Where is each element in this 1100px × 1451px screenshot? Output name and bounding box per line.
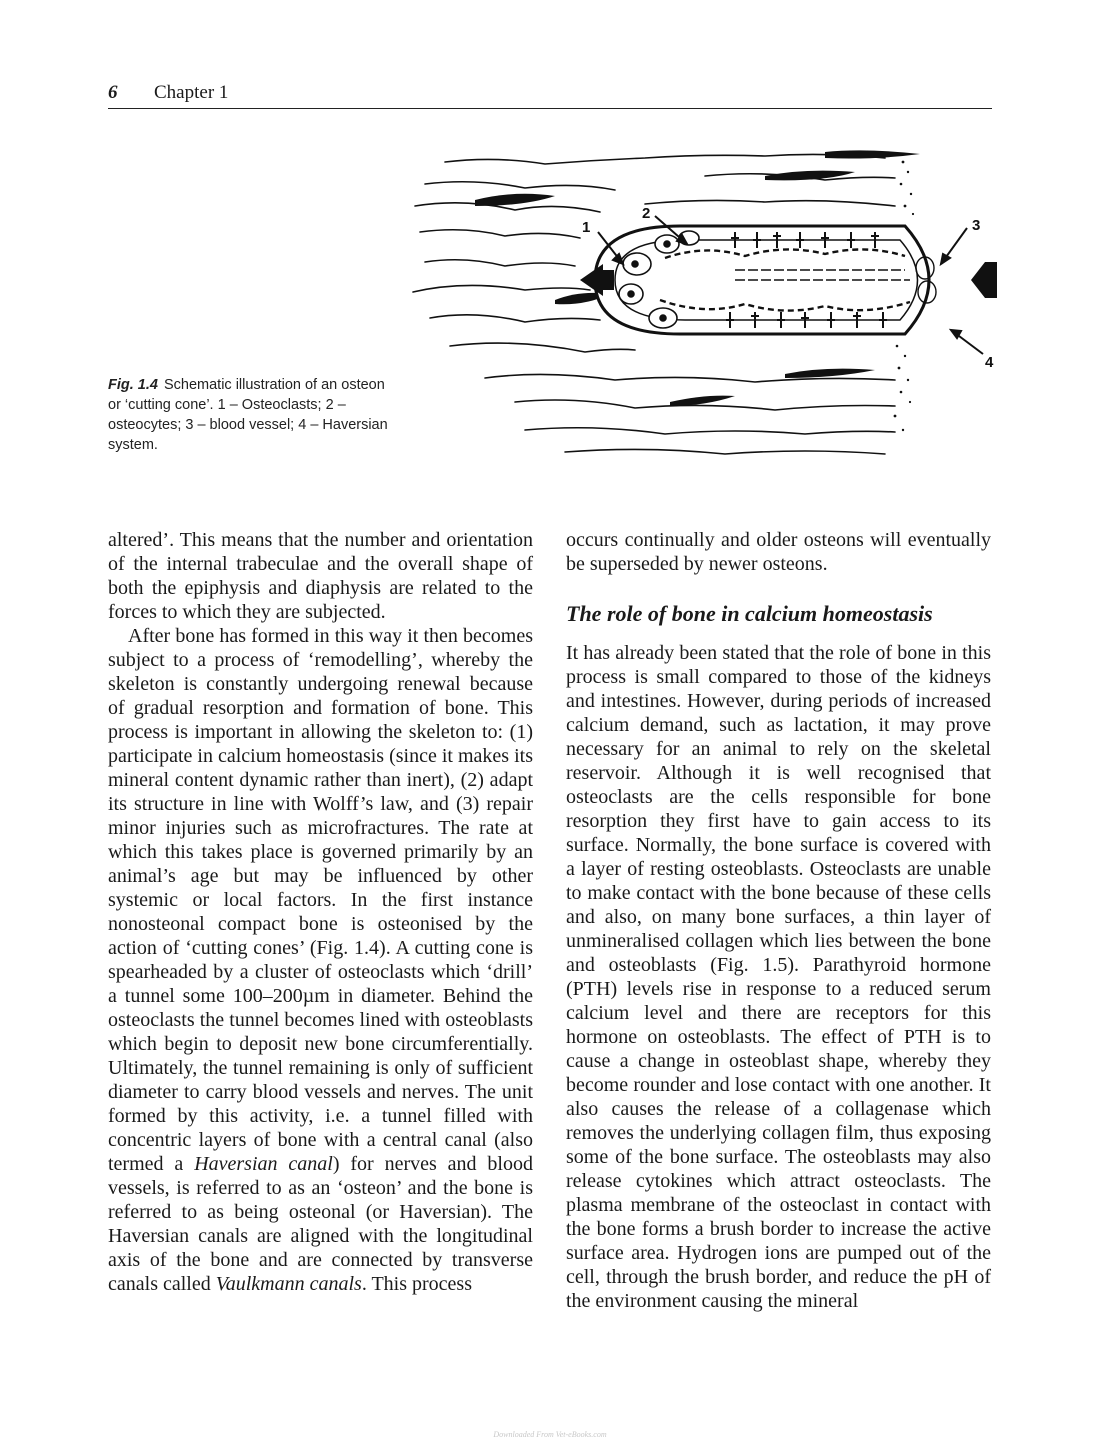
page-header [108,80,992,108]
paragraph: It has already been stated that the role of bone in this process is small compared to those of the kidneys and intestines. However, during periods of increased calcium demand, such as lactation, it may prove necessary for an animal to rely on the skeletal reservoir. Although it is well recognised that osteoclasts are the cells responsible for bone resorption they first have to gain access to its surface. Normally, the bone surface is covered with a layer of resting osteoblasts. Osteoclasts are unable to make contact with the bone because of these cells and also, on many bone surfaces, a thin layer of unmineralised collagen which lies between the bone and osteoblasts (Fig. 1.5). Parathyroid hormone (PTH) levels rise in response to a reduced serum calcium level and there are receptors for this hormone on osteoblasts. The effect of PTH is to cause a change in osteoblast shape, whereby they become rounder and lose contact with one another. It also causes the release of a collagenase which removes the underlying collagen film, thus exposing some of the bone surface. The osteoblasts may also release cytokines which attract osteoclasts. The plasma membrane of the osteoclast in contact with the bone forms a brush border to increase the active surface area. Hydrogen ions are pumped out of the cell, through the brush border, and reduce the pH of the environment causing the mineral [566,642,991,1312]
callout-4: 4 [985,354,994,371]
left-column [108,528,533,1296]
term-vaulkmann-canals: Vaulkmann canals [215,1273,362,1295]
figure-caption-text: Schematic illustration of an osteon or ‘cutting cone’. 1 – Osteoclasts; 2 – osteocytes; 3 – blood vessel; 4 – Haversian system. [108,377,388,453]
header-rule [108,108,992,109]
paragraph: altered’. This means that the number and orientation of the internal trabeculae and the overall shape of both the epiphysis and diaphysis are related to the forces to which they are subjected. [108,529,533,623]
paragraph-text: . This process [361,1273,472,1295]
right-column [566,528,991,1313]
paragraph-text: ) for nerves and blood vessels, is referred to as an ‘osteon’ and the bone is referred to as being osteonal (or Haversian). The Haversian canals are aligned with the longitudinal axis of the bone and are connected by transverse canals called [108,1153,533,1295]
paragraph-text: After bone has formed in this way it then becomes subject to a process of ‘remodelling’, whereby the skeleton is constantly undergoing renewal because of gradual resorption and formation of bone. This process is important in allowing the skeleton to: (1) participate in calcium homeostasis (since it makes its mineral content dynamic rather than inert), (2) adapt its structure in line with Wolff’s law, and (3) repair minor injuries such as microfractures. The rate at which this takes place is governed primarily by an animal’s age but may be influenced by other systemic or local factors. In the first instance nonosteonal compact bone is osteonised by the action of ‘cutting cones’ (Fig. 1.4). A cutting cone is spearheaded by a cluster of osteoclasts which ‘drill’ a tunnel some 100–200µm in diameter. Behind the osteoclasts the tunnel becomes lined with osteoblasts which begin to deposit new bone circumferentially. Ultimately, the tunnel remaining is only of sufficient diameter to carry blood vessels and nerves. The unit formed by this activity, i.e. a tunnel filled with concentric layers of bone with a central canal (also termed a [108,625,533,1175]
section-heading: The role of bone in calcium homeostasis [566,601,933,626]
callout-3: 3 [972,217,981,234]
callout-2: 2 [642,205,651,222]
callout-1: 1 [582,219,591,236]
figure-label: Fig. 1.4 [108,377,158,393]
download-watermark: Downloaded From Vet-eBooks.com [493,1430,607,1439]
osteon-figure [405,140,1005,460]
page-number: 6 [108,82,118,103]
paragraph: occurs continually and older osteons will eventually be superseded by newer osteons. [566,529,991,575]
paragraph-remodelling [108,624,533,1296]
running-head: Chapter 1 [154,82,229,103]
figure-caption [108,375,398,455]
term-haversian-canal: Haversian canal [194,1153,333,1175]
cutting-cone-tunnel [595,226,936,334]
cutting-cone-illustration [405,140,1005,460]
